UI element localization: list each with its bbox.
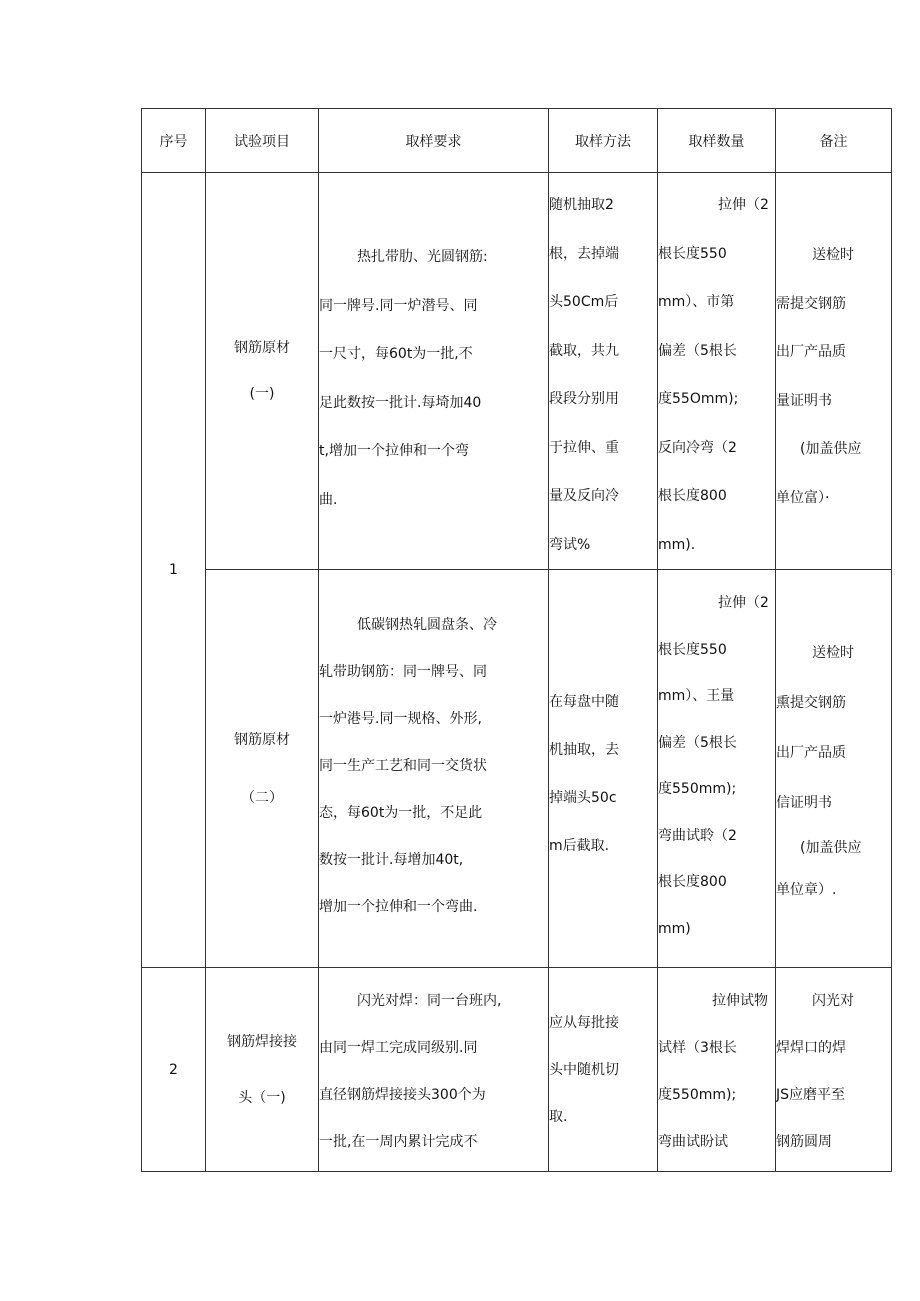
remark-line: 出厂产品质 <box>776 745 846 761</box>
method-line: 弯试% <box>549 536 591 553</box>
quantity-line: 度550mm); <box>658 781 737 797</box>
quantity-cell <box>658 173 776 570</box>
quantity-line: 试样（3根长 <box>658 1040 737 1056</box>
quantity-line: 偏差（5根长 <box>658 734 737 751</box>
remark-cell <box>776 968 892 1172</box>
remark-line: (加盖供应 <box>800 840 862 856</box>
test-item-line: 钢筋焊接接 <box>227 1033 297 1050</box>
method-line: 机抽取，去 <box>549 742 619 758</box>
test-item-cell <box>206 968 319 1172</box>
method-cell <box>549 173 658 570</box>
method-line: 应从每批接 <box>549 1015 619 1031</box>
test-item-line: （二） <box>241 789 283 806</box>
requirement-cell <box>319 968 549 1172</box>
quantity-cell <box>658 968 776 1172</box>
quantity-line: 根长度800 <box>658 874 727 890</box>
requirement-line: 曲. <box>319 491 338 508</box>
requirement-line: 一批,在一周内累计完成不 <box>319 1134 478 1150</box>
quantity-line: 拉伸试物 <box>712 993 768 1009</box>
remark-line: 需提交钢筋 <box>776 295 846 312</box>
remark-line: 量证明书 <box>776 392 832 409</box>
quantity-line: 反向冷弯（2 <box>658 439 737 456</box>
remark-line: 单位章）. <box>776 882 837 898</box>
requirement-line: 轧带助钢筋：同一牌号、同 <box>319 664 487 680</box>
remark-line: 闪光对 <box>812 993 854 1009</box>
remark-line: 出厂产品质 <box>776 344 846 360</box>
remark-line: (加盖供应 <box>800 441 862 457</box>
quantity-line: 度55Omm); <box>658 391 739 407</box>
header-item: 试验项目 <box>206 109 319 173</box>
quantity-line: 根长度800 <box>658 488 727 504</box>
quantity-line: 根长度550 <box>658 245 727 262</box>
method-line: 在每盘中随 <box>549 694 619 710</box>
quantity-line: mm) <box>658 920 691 937</box>
sampling-table <box>141 108 892 1172</box>
table-row <box>142 968 892 1172</box>
remark-line: 钢筋圆周 <box>776 1134 832 1150</box>
table-row <box>142 570 892 968</box>
header-row <box>142 109 892 173</box>
requirement-line: 数按一批计.每增加40t, <box>319 852 464 868</box>
remark-line: 送检时 <box>812 247 854 263</box>
table-row <box>142 173 892 570</box>
requirement-line: 直径钢筋焊接接头300个为 <box>319 1087 486 1103</box>
test-item-line: 钢筋原材 <box>234 731 290 748</box>
method-line: 于拉伸、重 <box>549 439 619 456</box>
requirement-line: 低碳钢热轧圆盘条、冷 <box>357 617 497 633</box>
requirement-line: 态，每60t为一批，不足此 <box>319 805 483 821</box>
requirement-line: t,增加一个拉伸和一个弯 <box>319 443 469 459</box>
method-line: 头50Cm后 <box>549 294 619 310</box>
requirement-line: 一尺寸，每60t为一批,不 <box>319 346 473 362</box>
method-line: 截取，共九 <box>549 342 619 359</box>
remark-line: 熏提交钢筋 <box>776 695 846 711</box>
requirement-cell <box>319 570 549 968</box>
requirement-line: 增加一个拉伸和一个弯曲. <box>319 899 478 915</box>
method-line: 量及反向冷 <box>549 488 619 504</box>
test-item-line: 钢筋原材 <box>234 340 290 356</box>
requirement-line: 闪光对焊：同一台班内, <box>357 993 502 1009</box>
remark-cell <box>776 570 892 968</box>
header-quantity: 取样数量 <box>658 109 776 173</box>
quantity-line: 拉伸（2 <box>718 197 769 213</box>
requirement-line: 同一生产工艺和同一交货状 <box>319 758 487 774</box>
method-line: 取. <box>549 1109 568 1125</box>
header-method: 取样方法 <box>549 109 658 173</box>
quantity-line: 度550mm); <box>658 1087 737 1103</box>
method-line: 根，去掉端 <box>549 245 619 262</box>
test-item-line: (一) <box>249 386 275 402</box>
method-line: 段段分别用 <box>549 391 619 407</box>
header-no: 序号 <box>142 109 206 173</box>
quantity-line: 拉伸（2 <box>718 595 769 611</box>
row-number: 1 <box>142 173 206 968</box>
test-item-cell <box>206 173 319 570</box>
quantity-line: 根长度550 <box>658 641 727 658</box>
test-item-line: 头（一) <box>238 1089 286 1106</box>
test-item-cell <box>206 570 319 968</box>
remark-cell <box>776 173 892 570</box>
remark-line: 信证明书 <box>776 795 832 811</box>
quantity-line: 弯曲试聆（2 <box>658 827 737 844</box>
method-line: 随机抽取2 <box>549 197 614 213</box>
requirement-line: 足此数按一批计.每埼加40 <box>319 394 482 411</box>
header-remark: 备注 <box>776 109 892 173</box>
header-requirement: 取样要求 <box>319 109 549 173</box>
quantity-line: mm）、王量 <box>658 688 735 704</box>
quantity-cell <box>658 570 776 968</box>
remark-line: JS应磨平至 <box>776 1087 846 1103</box>
method-line: m后截取. <box>549 838 610 854</box>
method-line: 掉端头50c <box>549 790 617 806</box>
quantity-line: mm). <box>658 536 696 553</box>
remark-line: 焊焊口的焊 <box>776 1040 846 1056</box>
method-cell <box>549 968 658 1172</box>
requirement-line: 热扎带肋、光圆钢筋: <box>357 249 488 265</box>
method-line: 头中随机切 <box>549 1062 619 1078</box>
row-number: 2 <box>142 968 206 1172</box>
quantity-line: 弯曲试盼试 <box>658 1134 728 1150</box>
remark-line: 送检时 <box>812 645 854 661</box>
requirement-cell <box>319 173 549 570</box>
method-cell <box>549 570 658 968</box>
requirement-line: 同一牌号.同一炉潜号、同 <box>319 297 478 314</box>
remark-line: 单位富）· <box>776 489 830 506</box>
quantity-line: 偏差（5根长 <box>658 342 737 359</box>
requirement-line: 由同一焊工完成同级别.同 <box>319 1040 478 1056</box>
requirement-line: 一炉港号.同一规格、外形, <box>319 711 482 727</box>
quantity-line: mm）、市第 <box>658 294 735 310</box>
